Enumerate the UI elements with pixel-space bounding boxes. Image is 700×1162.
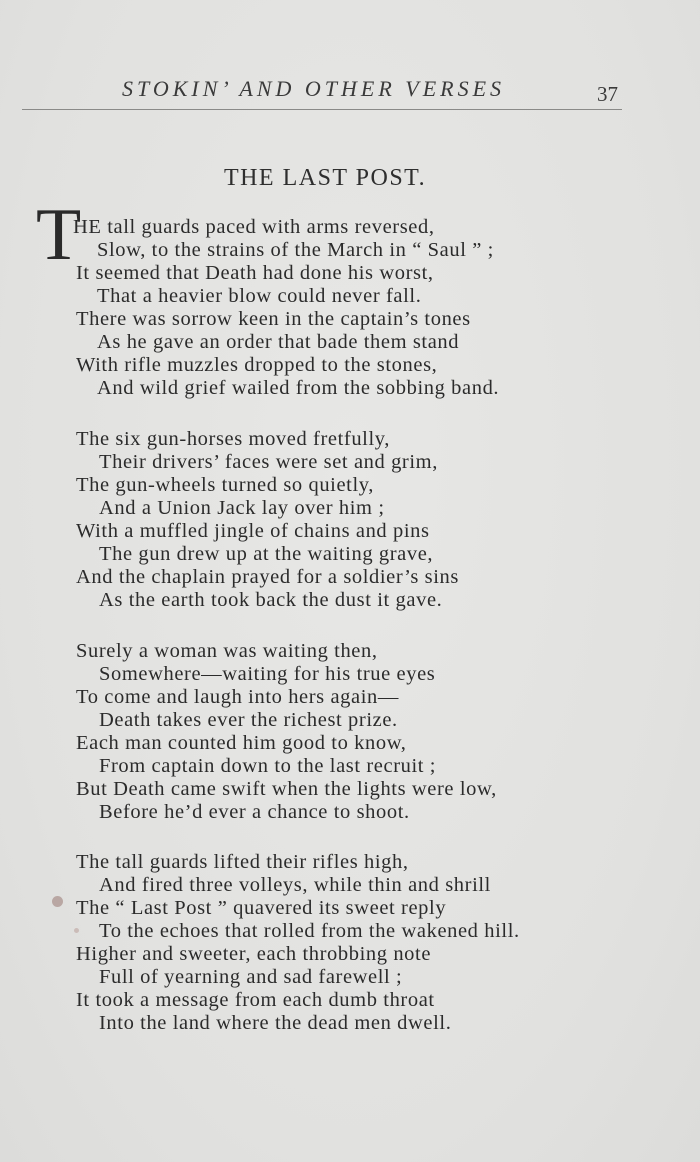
poem-line: That a heavier blow could never fall.: [97, 285, 422, 307]
poem-line: From captain down to the last recruit ;: [99, 755, 437, 777]
poem-title: THE LAST POST.: [223, 165, 427, 191]
page-stain: [74, 928, 79, 933]
page-stain: [52, 896, 63, 907]
poem-line: Full of yearning and sad farewell ;: [99, 966, 403, 988]
poem-line: There was sorrow keen in the captain’s tones: [76, 308, 471, 330]
poem-line: Surely a woman was waiting then,: [76, 640, 378, 662]
poem-line: As the earth took back the dust it gave.: [99, 589, 443, 611]
drop-cap: T: [36, 194, 82, 276]
poem-line: It seemed that Death had done his worst,: [76, 262, 434, 284]
poem-line: And wild grief wailed from the sobbing band.: [97, 377, 500, 399]
poem-line: Slow, to the strains of the March in “ Saul ” ;: [97, 239, 494, 261]
poem-line: The gun drew up at the waiting grave,: [99, 543, 434, 565]
poem-line: The gun-wheels turned so quietly,: [76, 474, 375, 496]
poem-line: But Death came swift when the lights were low,: [76, 778, 497, 800]
poem-line: Somewhere—waiting for his true eyes: [99, 663, 436, 685]
poem-line: Each man counted him good to know,: [76, 732, 407, 754]
page-number: 37: [597, 82, 618, 106]
poem-line: Before he’d ever a chance to shoot.: [99, 801, 410, 823]
poem-line: To come and laugh into hers again—: [76, 686, 399, 708]
poem-line: And a Union Jack lay over him ;: [99, 497, 385, 519]
poem-line: To the echoes that rolled from the wakened hill.: [99, 920, 520, 942]
poem-line: It took a message from each dumb throat: [76, 989, 435, 1011]
poem-line: Death takes ever the richest prize.: [99, 709, 398, 731]
poem-line: With a muffled jingle of chains and pins: [76, 520, 430, 542]
poem-line: Their drivers’ faces were set and grim,: [99, 451, 438, 473]
poem-line: As he gave an order that bade them stand: [97, 331, 460, 353]
poem-line: The six gun-horses moved fretfully,: [76, 428, 391, 450]
poem-line: The tall guards lifted their rifles high,: [76, 851, 409, 873]
poem-line: HE tall guards paced with arms reversed,: [73, 216, 435, 238]
poem-line: Higher and sweeter, each throbbing note: [76, 943, 432, 965]
poem-line: And the chaplain prayed for a soldier’s sins: [76, 566, 459, 588]
poem-line: With rifle muzzles dropped to the stones,: [76, 354, 438, 376]
poem-line: The “ Last Post ” quavered its sweet reply: [76, 897, 447, 919]
poem-line: Into the land where the dead men dwell.: [99, 1012, 452, 1034]
running-head: STOKIN’ AND OTHER VERSES: [122, 76, 506, 101]
poem-line: And fired three volleys, while thin and shrill: [99, 874, 491, 896]
